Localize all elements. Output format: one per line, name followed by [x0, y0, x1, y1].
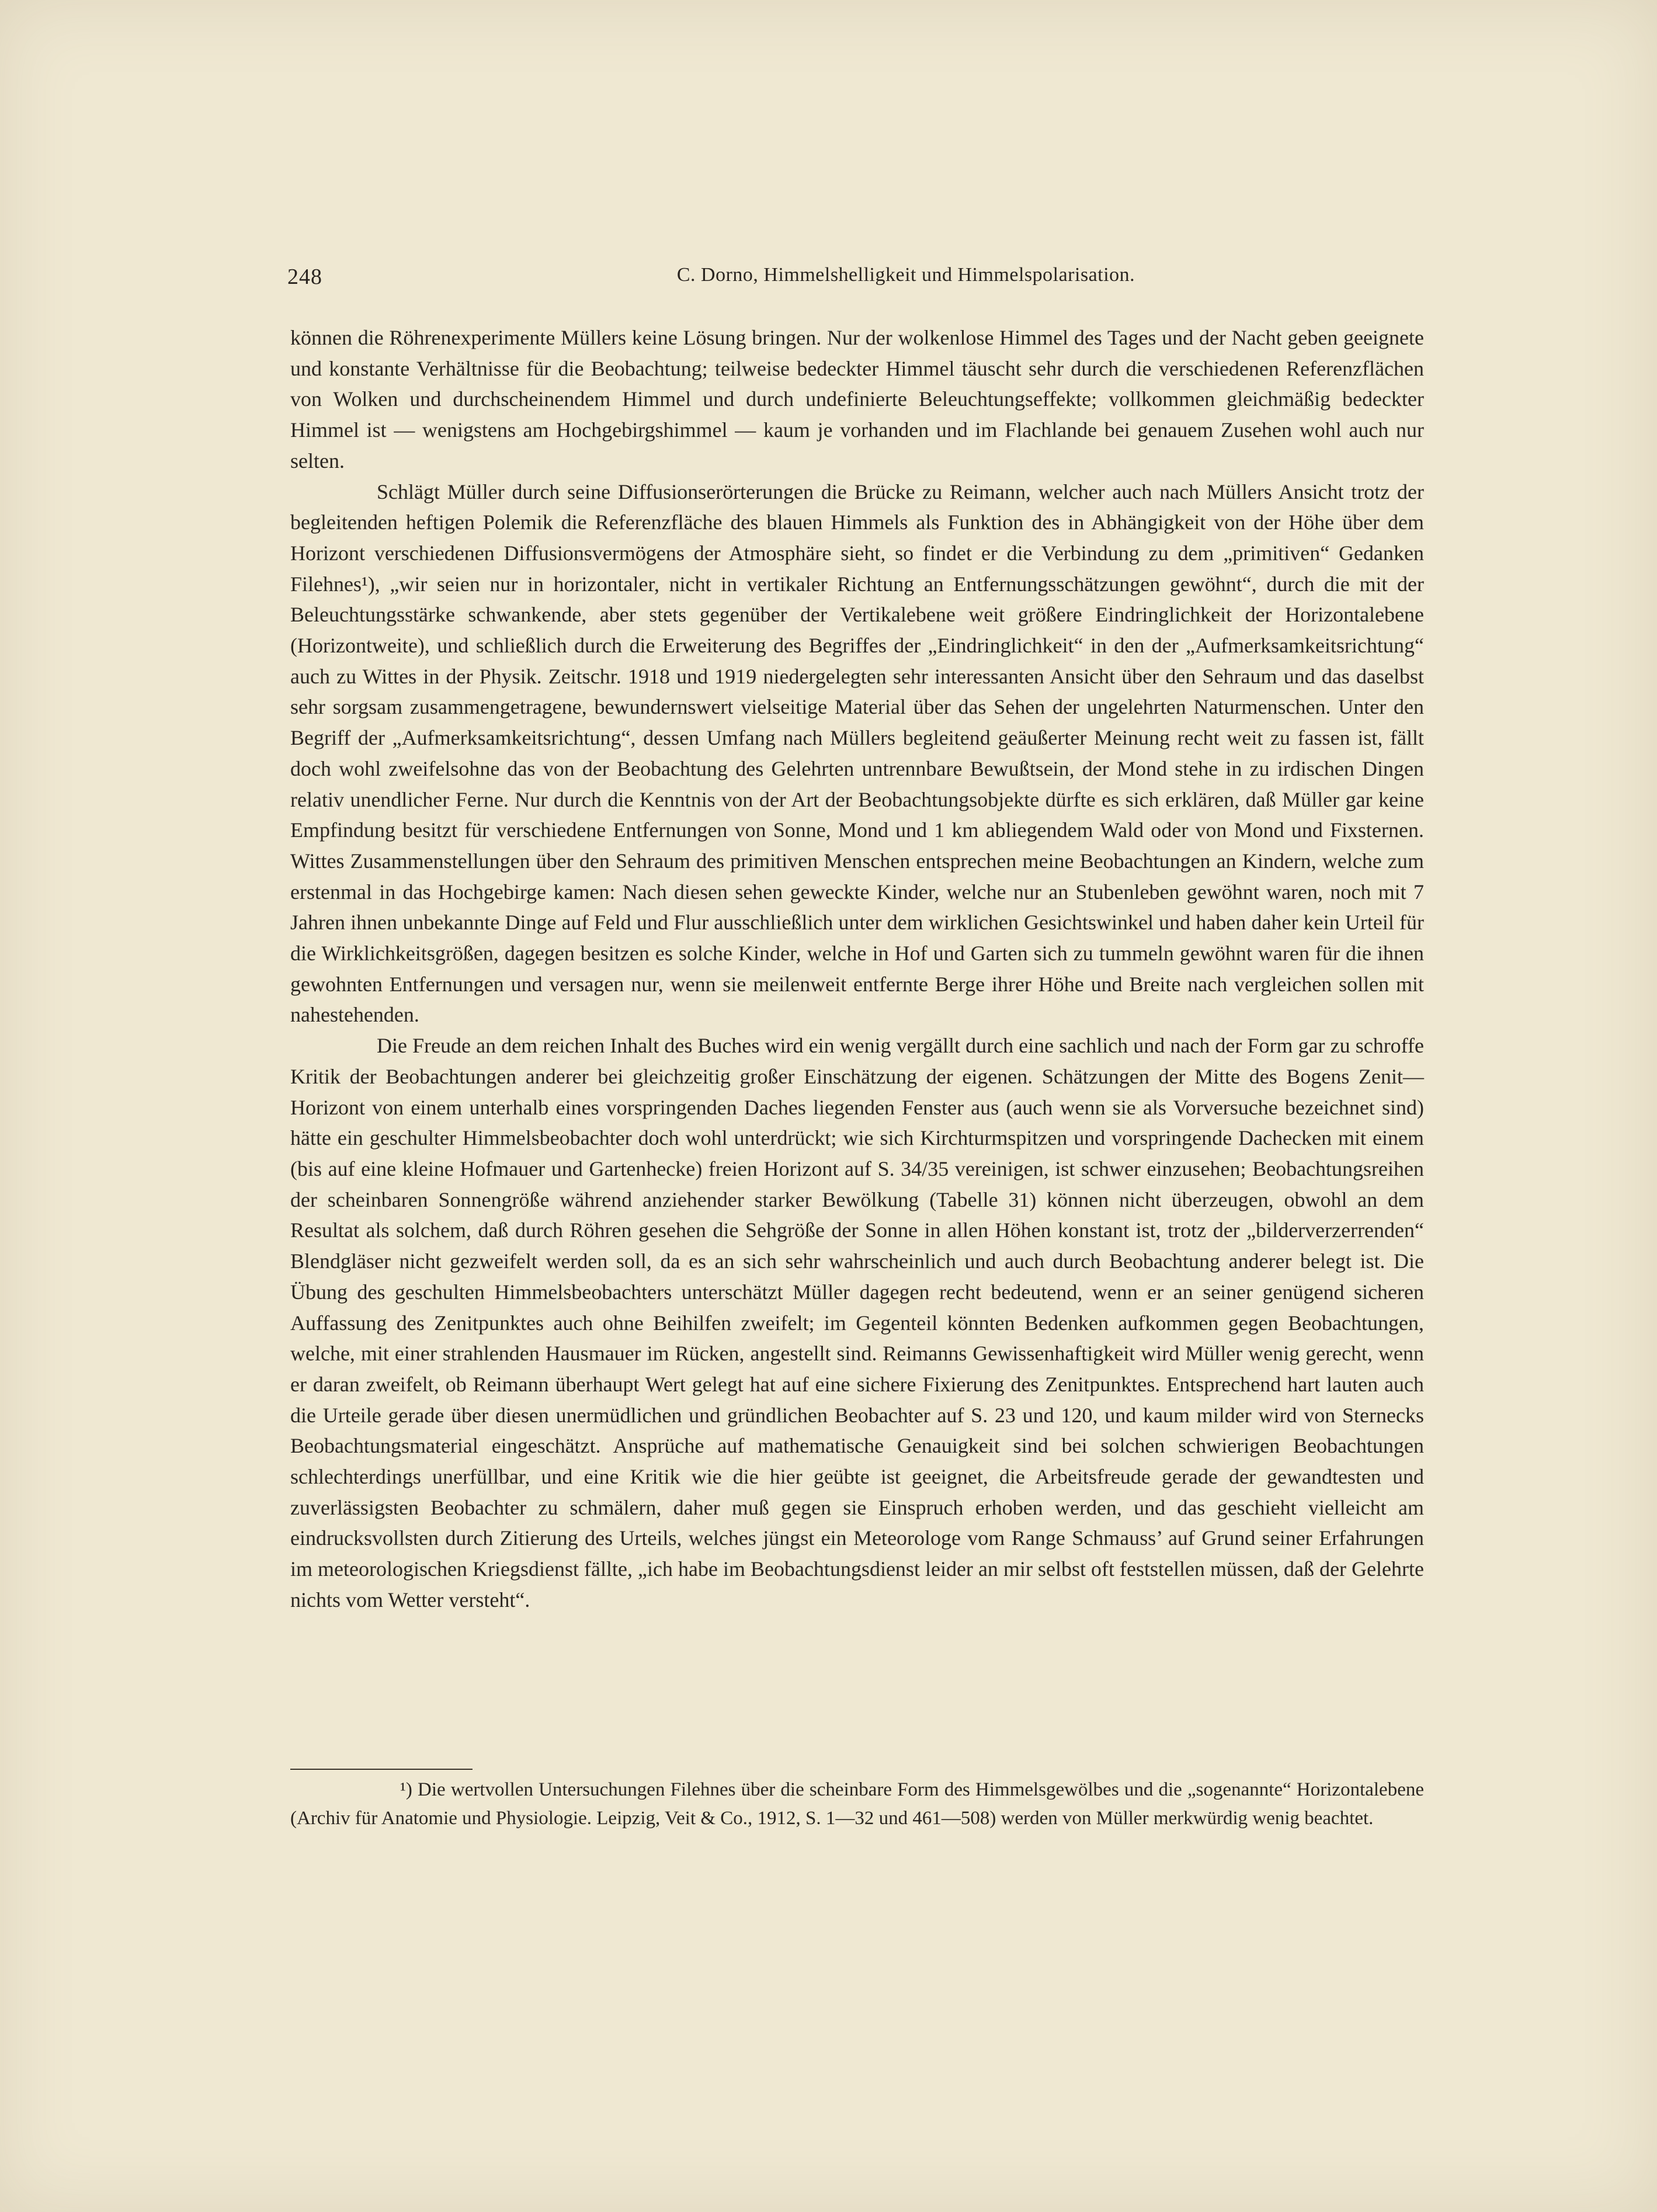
body-text: [290, 322, 1424, 1616]
page-number: 248: [287, 265, 322, 289]
paragraph: Die Freude an dem reichen Inhalt des Buches wird ein wenig vergällt durch eine sachlich und nach der Form gar zu schroffe Kritik der Beobachtungen anderer bei gleichzeitig großer Einschätzung der eigenen. Schätzungen der Mitte des Bogens Zenit—Horizont von einem unterhalb eines vorspringenden Daches liegenden Fenster aus (auch wenn sie als Vorversuche bezeichnet sind) hätte ein geschulter Himmelsbeobachter doch wohl unterdrückt; wie sich Kirchturmspitzen und vorspringende Dachecken mit einem (bis auf eine kleine Hofmauer und Gartenhecke) freien Horizont auf S. 34/35 vereinigen, ist schwer einzusehen; Beobachtungsreihen der scheinbaren Sonnengröße während anziehender starker Bewölkung (Tabelle 31) können nicht überzeugen, obwohl an dem Resultat als solchem, daß durch Röhren gesehen die Sehgröße der Sonne in allen Höhen konstant ist, trotz der „bilderverzerrenden“ Blendgläser nicht gezweifelt werden soll, da es an sich sehr wahrscheinlich und auch durch Beobachtung anderer belegt ist. Die Übung des geschulten Himmelsbeobachters unterschätzt Müller dagegen recht bedeutend, wenn er an seiner genügend sicheren Auffassung des Zenitpunktes auch ohne Beihilfen zweifelt; im Gegenteil könnten Bedenken aufkommen gegen Beobachtungen, welche, mit einer strahlenden Hausmauer im Rücken, angestellt sind. Reimanns Gewissenhaftigkeit wird Müller wenig gerecht, wenn er daran zweifelt, ob Reimann überhaupt Wert gelegt hat auf eine sichere Fixierung des Zenitpunktes. Entsprechend hart lauten auch die Urteile gerade über diesen unermüdlichen und gründlichen Beobachter auf S. 23 und 120, und kaum milder wird von Sternecks Beobachtungsmaterial eingeschätzt. Ansprüche auf mathematische Genauigkeit sind bei solchen schwierigen Beobachtungen schlechterdings unerfüllbar, und eine Kritik wie die hier geübte ist geeignet, die Arbeitsfreude gerade der gewandtesten und zuverlässigsten Beobachter zu schmälern, daher muß gegen sie Einspruch erhoben werden, und das geschieht vielleicht am eindrucksvollsten durch Zitierung des Urteils, welches jüngst ein Meteorologe vom Range Schmauss’ auf Grund seiner Erfahrungen im meteorologischen Kriegsdienst fällte, „ich habe im Beobachtungsdienst leider an mir selbst oft feststellen müssen, daß der Gelehrte nichts vom Wetter versteht“.: [290, 1034, 1424, 1612]
paragraph: können die Röhrenexperimente Müllers keine Lösung bringen. Nur der wolkenlose Himmel des Tages und der Nacht geben geeignete und konstante Verhältnisse für die Beobachtung; teilweise bedeckter Himmel täuscht sehr durch die verschiedenen Referenzflächen von Wolken und durchscheinendem Himmel und durch undefinierte Beleuchtungseffekte; vollkommen gleichmäßig bedeckter Himmel ist — wenigstens am Hochgebirgshimmel — kaum je vorhanden und im Flachlande bei genauem Zusehen wohl auch nur selten.: [290, 326, 1424, 473]
running-title: C. Dorno, Himmelshelligkeit und Himmelspolarisation.: [676, 264, 1135, 286]
page-header: [287, 264, 1425, 299]
paragraph: Schlägt Müller durch seine Diffusionserörterungen die Brücke zu Reimann, welcher auch nach Müllers Ansicht trotz der begleitenden heftigen Polemik die Referenzfläche des blauen Himmels als Funktion des in Abhängigkeit von der Höhe über dem Horizont verschiedenen Diffusionsvermögens der Atmosphäre sieht, so findet er die Verbindung zu dem „primitiven“ Gedanken Filehnes¹), „wir seien nur in horizontaler, nicht in vertikaler Richtung an Entfernungsschätzungen gewöhnt“, durch die mit der Beleuchtungsstärke schwankende, aber stets gegenüber der Vertikalebene weit größere Eindringlichkeit der Horizontalebene (Horizontweite), und schließlich durch die Erweiterung des Begriffes der „Eindringlichkeit“ in den der „Aufmerksamkeitsrichtung“ auch zu Wittes in der Physik. Zeitschr. 1918 und 1919 niedergelegten sehr interessanten Ansicht über den Sehraum und das daselbst sehr sorgsam zusammengetragene, bewundernswert vielseitige Material über das Sehen der ungelehrten Naturmenschen. Unter den Begriff der „Aufmerksamkeitsrichtung“, dessen Umfang nach Müllers begleitend geäußerter Meinung recht weit zu fassen ist, fällt doch wohl zweifelsohne das von der Beobachtung des Gelehrten untrennbare Bewußtsein, der Mond stehe in zu irdischen Dingen relativ unendlicher Ferne. Nur durch die Kenntnis von der Art der Beobachtungsobjekte dürfte es sich erklären, daß Müller gar keine Empfindung besitzt für verschiedene Entfernungen von Sonne, Mond und 1 km abliegendem Wald oder von Mond und Fixsternen. Wittes Zusammenstellungen über den Sehraum des primitiven Menschen entsprechen meine Beobachtungen an Kindern, welche zum erstenmal in das Hochgebirge kamen: Nach diesen sehen geweckte Kinder, welche nur an Stubenleben gewöhnt waren, noch mit 7 Jahren ihnen unbekannte Dinge auf Feld und Flur ausschließlich unter dem wirklichen Gesichtswinkel und haben daher kein Urteil für die Wirklichkeitsgrößen, dagegen besitzen es solche Kinder, welche in Hof und Garten sich zu tummeln gewöhnt waren für die ihnen gewohnten Entfernungen und versagen nur, wenn sie meilenweit entfernte Berge ihrer Höhe und Breite nach vergleichen sollen mit nahestehenden.: [290, 480, 1424, 1027]
footnote: [290, 1776, 1424, 1833]
footnote-rule: [290, 1769, 473, 1770]
footnote-text: ¹) Die wertvollen Untersuchungen Filehnes über die scheinbare Form des Himmelsgewölbes und die „sogenannte“ Horizontalebene (Archiv für Anatomie und Physiologie. Leipzig, Veit & Co., 1912, S. 1—32 und 461—508) werden von Müller merkwürdig wenig beachtet.: [290, 1779, 1424, 1829]
